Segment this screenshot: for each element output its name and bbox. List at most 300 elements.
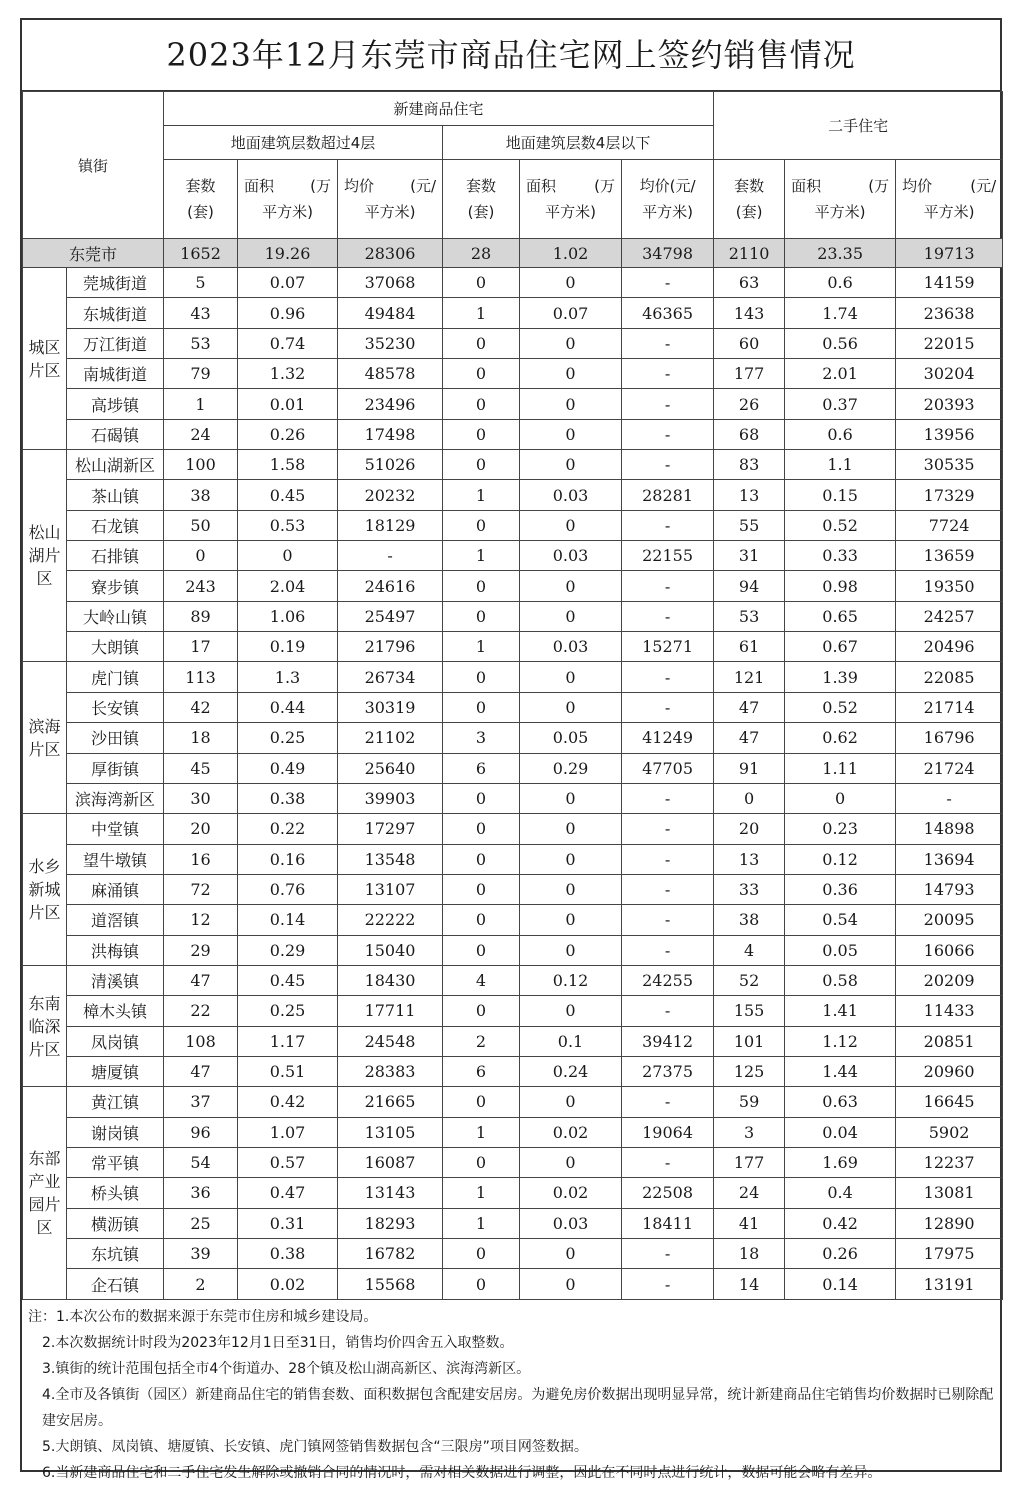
data-cell: 0.15 [785,480,896,510]
data-cell: 39903 [338,783,443,813]
data-cell: 0 [443,814,520,844]
total-cell: 1652 [164,239,238,268]
town-name: 沙田镇 [67,723,164,753]
data-cell: 0.67 [785,632,896,662]
town-name: 莞城街道 [67,268,164,298]
table-row [23,935,1003,965]
data-cell: 1 [443,632,520,662]
avg-price-header-second [896,160,1003,239]
data-cell: 0 [443,510,520,540]
data-cell: 15040 [338,935,443,965]
data-cell: - [622,662,714,692]
data-cell: 38 [714,905,785,935]
data-cell: 39 [164,1239,238,1269]
total-row [23,239,1003,268]
avg-price-header-below4 [622,160,714,239]
data-cell: 0 [520,692,622,722]
data-cell: - [622,389,714,419]
page-title: 2023年12月东莞市商品住宅网上签约销售情况 [22,20,1000,91]
data-cell: 0 [238,541,338,571]
data-cell: 27375 [622,1056,714,1086]
data-cell: 0.07 [238,268,338,298]
town-name: 石排镇 [67,541,164,571]
data-cell: 177 [714,1147,785,1177]
data-cell: 13694 [896,844,1003,874]
data-cell: 0 [520,905,622,935]
data-cell: 13548 [338,844,443,874]
data-cell: 0.52 [785,692,896,722]
data-cell: 0.54 [785,905,896,935]
town-name: 大岭山镇 [67,601,164,631]
town-name: 茶山镇 [67,480,164,510]
data-cell: - [622,359,714,389]
table-row [23,541,1003,571]
data-cell: 177 [714,359,785,389]
area-above4-unit: (万 [310,177,332,195]
table-row [23,359,1003,389]
data-cell: 35230 [338,328,443,358]
data-cell: 53 [164,328,238,358]
town-name: 黄江镇 [67,1087,164,1117]
data-cell: 0.24 [520,1056,622,1086]
data-cell: 1 [443,541,520,571]
data-cell: 53 [714,601,785,631]
data-cell: 41249 [622,723,714,753]
data-cell: 94 [714,571,785,601]
data-cell: 0 [520,1239,622,1269]
data-cell: 13191 [896,1269,1003,1299]
data-cell: 11433 [896,996,1003,1026]
data-cell: 16782 [338,1239,443,1269]
data-cell: 0.01 [238,389,338,419]
data-cell: 20960 [896,1056,1003,1086]
data-cell: - [622,601,714,631]
town-name: 清溪镇 [67,965,164,995]
town-name: 东城街道 [67,298,164,328]
town-column-header: 镇街 [23,92,164,239]
data-cell: 30 [164,783,238,813]
data-cell: 0 [520,389,622,419]
data-cell: 0.14 [785,1269,896,1299]
town-name: 塘厦镇 [67,1056,164,1086]
area-below4-unit-line: 平方米) [545,203,596,221]
data-cell: 0.51 [238,1056,338,1086]
district-cell: 东南临深片区 [23,965,67,1086]
data-cell: 21665 [338,1087,443,1117]
data-cell: 6 [443,753,520,783]
data-cell: 13 [714,844,785,874]
data-cell: 47 [164,965,238,995]
table-row [23,1239,1003,1269]
note-line: 2.本次数据统计时段为2023年12月1日至31日，销售均价四舍五入取整数。 [42,1334,514,1351]
data-cell: - [622,571,714,601]
data-cell: 13143 [338,1178,443,1208]
data-cell: 0 [443,1269,520,1299]
data-cell: 0.58 [785,965,896,995]
data-cell: 0.38 [238,1239,338,1269]
data-cell: 0.04 [785,1117,896,1147]
data-cell: 0.26 [238,419,338,449]
data-cell: 79 [164,359,238,389]
table-row [23,510,1003,540]
data-cell: 0 [520,814,622,844]
data-cell: 0.12 [520,965,622,995]
data-cell: 0 [520,510,622,540]
data-cell: - [622,905,714,935]
sales-table [22,91,1003,1300]
data-cell: 17498 [338,419,443,449]
note-line: 6.当新建商品住宅和二手住宅发生解除或撤销合同的情况时，需对相关数据进行调整，因此在不同时点进行统计，数据可能会略有差异。 [42,1464,882,1481]
town-name: 横沥镇 [67,1208,164,1238]
town-name: 樟木头镇 [67,996,164,1026]
total-cell: 2110 [714,239,785,268]
data-cell: 0 [520,1269,622,1299]
town-name: 万江街道 [67,328,164,358]
data-cell: 5902 [896,1117,1003,1147]
data-cell: 0.42 [238,1087,338,1117]
data-cell: 18 [714,1239,785,1269]
area-second-unit: (万 [868,177,890,195]
area-header-below4 [520,160,622,239]
data-cell: 0 [785,783,896,813]
data-cell: 0.37 [785,389,896,419]
town-name: 企石镇 [67,1269,164,1299]
data-cell: 26734 [338,662,443,692]
data-cell: 17975 [896,1239,1003,1269]
data-cell: 101 [714,1026,785,1056]
total-cell: 1.02 [520,239,622,268]
count-above4-label: 套数 [185,177,216,195]
data-cell: 0 [520,601,622,631]
data-cell: 47 [164,1056,238,1086]
town-name: 常平镇 [67,1147,164,1177]
data-cell: 1.11 [785,753,896,783]
below-4-floors-header: 地面建筑层数4层以下 [443,126,714,160]
data-cell: 0.45 [238,965,338,995]
data-cell: 0 [520,1147,622,1177]
data-cell: 39412 [622,1026,714,1056]
data-cell: 16796 [896,723,1003,753]
total-cell: 28306 [338,239,443,268]
table-row [23,480,1003,510]
count-second-label: 套数 [734,177,765,195]
data-cell: 0 [520,844,622,874]
data-cell: 1.06 [238,601,338,631]
town-name: 道滘镇 [67,905,164,935]
count-below4-label: 套数 [466,177,497,195]
data-cell: 13956 [896,419,1003,449]
area-header-above4 [238,160,338,239]
data-cell: 45 [164,753,238,783]
data-cell: 20851 [896,1026,1003,1056]
data-cell: 14793 [896,874,1003,904]
district-cell: 城区片区 [23,268,67,450]
data-cell: 0.19 [238,632,338,662]
table-row [23,601,1003,631]
data-cell: 0 [443,571,520,601]
table-row [23,1208,1003,1238]
avg-price-label-below4: 均价(元/平方米) [639,177,696,221]
data-cell: 17329 [896,480,1003,510]
town-name: 中堂镇 [67,814,164,844]
data-cell: - [622,450,714,480]
data-cell: 4 [443,965,520,995]
data-cell: 15568 [338,1269,443,1299]
data-cell: 13659 [896,541,1003,571]
data-cell: 17297 [338,814,443,844]
data-cell: 23638 [896,298,1003,328]
data-cell: 1.39 [785,662,896,692]
data-cell: 0 [520,935,622,965]
town-name: 谢岗镇 [67,1117,164,1147]
data-cell: 0 [443,389,520,419]
data-cell: 13107 [338,874,443,904]
town-name: 石碣镇 [67,419,164,449]
data-cell: 14898 [896,814,1003,844]
data-cell: 21724 [896,753,1003,783]
data-cell: 91 [714,753,785,783]
price-second-unit-line: 平方米) [923,203,975,221]
data-cell: 0.96 [238,298,338,328]
data-cell: 0.05 [785,935,896,965]
total-cell: 19.26 [238,239,338,268]
data-cell: 4 [714,935,785,965]
data-cell: 55 [714,510,785,540]
data-cell: 12 [164,905,238,935]
data-cell: 52 [714,965,785,995]
data-cell: 24 [714,1178,785,1208]
data-cell: 22085 [896,662,1003,692]
data-cell: 51026 [338,450,443,480]
price-second-unit: (元/ [970,177,997,195]
data-cell: 0.57 [238,1147,338,1177]
area-below4-unit: (万 [594,177,616,195]
data-cell: 20 [164,814,238,844]
data-cell: - [622,510,714,540]
total-cell: 28 [443,239,520,268]
town-name: 长安镇 [67,692,164,722]
data-cell: 0.38 [238,783,338,813]
data-cell: - [622,1147,714,1177]
data-cell: 83 [714,450,785,480]
data-cell: 68 [714,419,785,449]
data-cell: 1 [164,389,238,419]
data-cell: 1.44 [785,1056,896,1086]
table-row [23,450,1003,480]
data-cell: 16087 [338,1147,443,1177]
data-cell: 0.56 [785,328,896,358]
data-cell: 1.07 [238,1117,338,1147]
data-cell: - [622,874,714,904]
total-cell: 23.35 [785,239,896,268]
price-above4-label: 均价 [344,177,375,195]
second-hand-header: 二手住宅 [714,92,1003,160]
data-cell: 0.14 [238,905,338,935]
above-4-floors-header: 地面建筑层数超过4层 [164,126,443,160]
data-cell: 13081 [896,1178,1003,1208]
data-cell: 16 [164,844,238,874]
data-cell: 0.03 [520,1208,622,1238]
area-above4-label: 面积 [244,177,275,195]
data-cell: 24257 [896,601,1003,631]
data-cell: 25497 [338,601,443,631]
data-cell: 0.6 [785,268,896,298]
data-cell: 14 [714,1269,785,1299]
data-cell: 0 [443,268,520,298]
data-cell: 28281 [622,480,714,510]
data-cell: - [622,692,714,722]
data-cell: 1.3 [238,662,338,692]
data-cell: - [622,814,714,844]
town-name: 洪梅镇 [67,935,164,965]
district-cell: 东部产业园片区 [23,1087,67,1299]
data-cell: 0.62 [785,723,896,753]
note-line: 5.大朗镇、凤岗镇、塘厦镇、长安镇、虎门镇网签销售数据包含“三限房”项目网签数据。 [42,1438,588,1455]
data-cell: 0 [443,419,520,449]
table-row [23,753,1003,783]
data-cell: 60 [714,328,785,358]
data-cell: 113 [164,662,238,692]
data-cell: 0.31 [238,1208,338,1238]
table-row [23,1117,1003,1147]
area-header-second [785,160,896,239]
town-name: 厚街镇 [67,753,164,783]
data-cell: 5 [164,268,238,298]
table-body [23,239,1003,1300]
data-cell: 1 [443,1117,520,1147]
data-cell: 0.98 [785,571,896,601]
data-cell: 0.74 [238,328,338,358]
data-cell: 1 [443,298,520,328]
table-row [23,965,1003,995]
data-cell: 0 [520,874,622,904]
data-cell: 0.6 [785,419,896,449]
data-cell: 0.42 [785,1208,896,1238]
total-name: 东莞市 [23,239,164,268]
town-name: 石龙镇 [67,510,164,540]
data-cell: 61 [714,632,785,662]
count-header-second [714,160,785,239]
town-name: 凤岗镇 [67,1026,164,1056]
data-cell: 48578 [338,359,443,389]
data-cell: 1.58 [238,450,338,480]
data-cell: 0 [443,996,520,1026]
data-cell: 0 [443,935,520,965]
table-row [23,632,1003,662]
data-cell: 42 [164,692,238,722]
data-cell: 38 [164,480,238,510]
data-cell: 50 [164,510,238,540]
data-cell: 20 [714,814,785,844]
data-cell: 0 [520,783,622,813]
data-cell: 47 [714,723,785,753]
data-cell: 16645 [896,1087,1003,1117]
data-cell: 18129 [338,510,443,540]
area-second-unit-line: 平方米) [814,203,866,221]
data-cell: 0.49 [238,753,338,783]
data-cell: 2.01 [785,359,896,389]
data-cell: - [896,783,1003,813]
data-cell: 19064 [622,1117,714,1147]
data-cell: 21714 [896,692,1003,722]
area-second-label: 面积 [791,177,822,195]
data-cell: 1.17 [238,1026,338,1056]
data-cell: 155 [714,996,785,1026]
data-cell: 0 [443,1147,520,1177]
data-cell: 21102 [338,723,443,753]
note-line: 4.全市及各镇街（园区）新建商品住宅的销售套数、面积数据包含配建安居房。为避免房价数据出现明显异常，统计新建商品住宅销售均价数据时已剔除配建安居房。 [42,1386,994,1429]
table-row [23,1056,1003,1086]
data-cell: 0 [520,996,622,1026]
data-cell: 25640 [338,753,443,783]
data-cell: 0.4 [785,1178,896,1208]
data-cell: 1.12 [785,1026,896,1056]
data-cell: 0.25 [238,723,338,753]
data-cell: - [622,1239,714,1269]
table-row [23,692,1003,722]
table-row [23,905,1003,935]
data-cell: 23496 [338,389,443,419]
data-cell: 22222 [338,905,443,935]
data-cell: - [622,1269,714,1299]
town-name: 东坑镇 [67,1239,164,1269]
district-cell: 滨海片区 [23,662,67,814]
data-cell: 0.1 [520,1026,622,1056]
data-cell: 89 [164,601,238,631]
data-cell: 0.26 [785,1239,896,1269]
data-cell: 0.23 [785,814,896,844]
footnotes [22,1300,1000,1486]
data-cell: 0.16 [238,844,338,874]
data-cell: 54 [164,1147,238,1177]
data-cell: 0 [443,359,520,389]
table-row [23,783,1003,813]
table-row [23,1147,1003,1177]
data-cell: 0 [443,844,520,874]
data-cell: 0 [520,662,622,692]
data-cell: 20496 [896,632,1003,662]
data-cell: 17 [164,632,238,662]
data-cell: 24 [164,419,238,449]
table-row [23,662,1003,692]
data-cell: 18430 [338,965,443,995]
data-cell: 37 [164,1087,238,1117]
table-row [23,268,1003,298]
data-cell: 0.29 [520,753,622,783]
data-cell: 30535 [896,450,1003,480]
town-name: 高埗镇 [67,389,164,419]
table-row [23,1269,1003,1299]
data-cell: 15271 [622,632,714,662]
data-cell: 25 [164,1208,238,1238]
data-cell: 0 [443,874,520,904]
data-cell: 0.36 [785,874,896,904]
data-cell: 0.03 [520,480,622,510]
data-cell: - [622,328,714,358]
town-name: 大朗镇 [67,632,164,662]
data-cell: 1.41 [785,996,896,1026]
data-cell: - [622,783,714,813]
data-cell: 20232 [338,480,443,510]
data-cell: 28383 [338,1056,443,1086]
data-cell: 13 [714,480,785,510]
data-cell: 72 [164,874,238,904]
data-cell: 0.76 [238,874,338,904]
data-cell: - [622,844,714,874]
town-name: 麻涌镇 [67,874,164,904]
data-cell: 49484 [338,298,443,328]
data-cell: 0.63 [785,1087,896,1117]
